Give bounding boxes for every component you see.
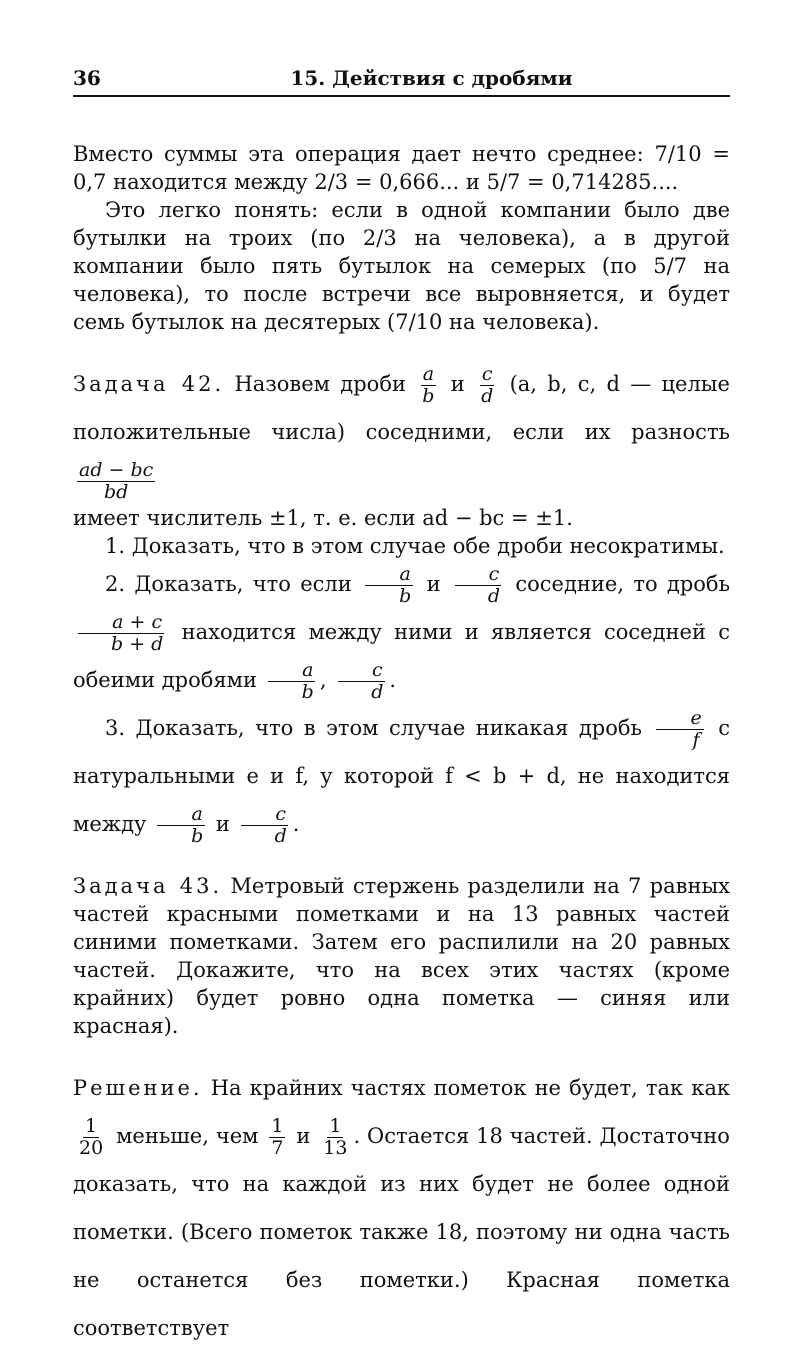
fraction-1-7: $\frac{1}{7}$ [271,1115,284,1159]
problem-42-item-2: 2. Доказать, что если $\frac{a}{b}$ и $\frac{c}{d}$ соседние, то дробь $\frac{a + c}{b + d}$ находится между ними и является соседней с обеими дробями $\frac{a}{b}$ , $\frac{c}{d}$ . [73,563,730,703]
fraction-mediant: $\frac{a + c}{b + d}$ [77,612,165,655]
problem-42-label: Задача 42. [73,372,225,396]
fraction-1-20: $\frac{1}{20}$ [79,1115,104,1159]
page-body [73,140,730,1352]
solution: Решение. На крайних частях пометок не будет, так как $\frac{1}{20}$ меньше, чем $\frac{1}{7}$ и $\frac{1}{13}$ . Остается 18 частей. Достаточно доказать, что на каждой из них будет не более одной пометки. (Всего пометок также 18, поэтому ни одна часть не останется без пометки.) Красная пометка соответствует [73,1076,730,1340]
paragraph-1: Вместо суммы эта операция дает нечто среднее: 7/10 = 0,7 находится между 2/3 = 0,666... и 5/7 = 0,714285.... [73,142,730,194]
fraction-difference: $\frac{ad - bc}{bd}$ [79,459,154,503]
page-number: 36 [73,66,101,90]
fraction-1-13: $\frac{1}{13}$ [323,1115,348,1159]
problem-42-condition: имеет числитель ±1, т. е. если ad − bc = ±1. [73,506,573,530]
fraction-c-d: $\frac{c}{d}$ [481,363,494,407]
problem-43: Задача 43. Метровый стержень разделили на 7 равных частей красными пометками и на 13 равных частей синими пометками. Затем его распилили на 20 равных частей. Докажите, что на всех этих частях (кроме крайних) будет ровно одна пометка — синяя или красная). [73,874,730,1038]
problem-43-label: Задача 43. [73,874,223,898]
solution-label: Решение. [73,1076,203,1100]
fraction-e-f: $\frac{e}{f}$ [656,708,703,751]
fraction-a-b: $\frac{a}{b}$ [422,363,435,407]
problem-42-item-1: 1. Доказать, что в этом случае обе дроби несократимы. [105,534,725,558]
running-header [73,66,730,90]
header-rule [73,95,730,97]
problem-42: Задача 42. Назовем дроби $\frac{a}{b}$ и $\frac{c}{d}$ (a, b, c, d — целые положительные числа) соседними, если их разность $\frac{ad - bc}{bd}$ [73,363,730,503]
paragraph-2: Это легко понять: если в одной компании было две бутылки на троих (по 2/3 на человека), а в другой компании было пять бутылок на семерых (по 5/7 на человека), то после встречи все выровняется, и будет семь бутылок на десятерых (7/10 на человека). [73,198,730,334]
section-title: 15. Действия с дробями [290,66,573,90]
problem-42-item-3: 3. Доказать, что в этом случае никакая дробь $\frac{e}{f}$ с натуральными e и f, у которой f < b + d, не находится между $\frac{a}{b}$ и $\frac{c}{d}$ . [73,707,730,847]
